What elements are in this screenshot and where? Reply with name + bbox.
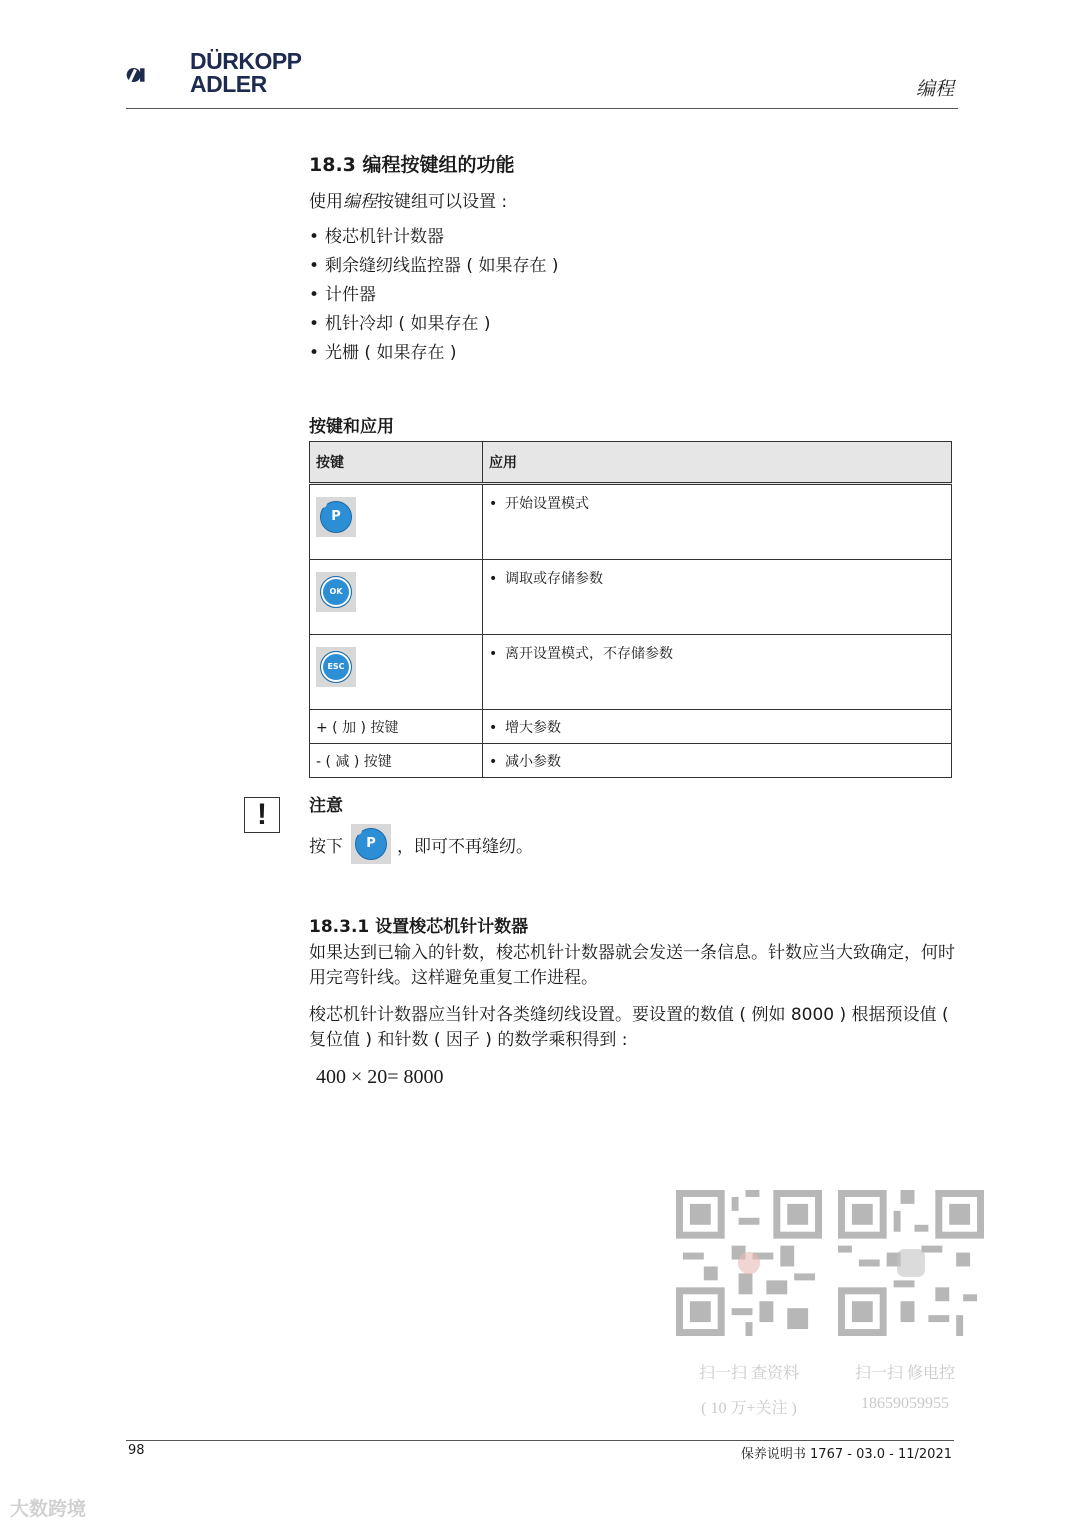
footer-divider [126, 1440, 954, 1441]
section-title: 18.3 编程按键组的功能 [309, 154, 515, 176]
brand-name [190, 50, 302, 96]
qr-code-image [676, 1190, 822, 1336]
qr-caption-right [820, 1360, 990, 1413]
qr-caption-line: ( 10 万+关注 ) [701, 1400, 797, 1417]
watermark-text: 大数跨境 [10, 1498, 87, 1520]
table-row [310, 560, 952, 635]
paragraph: 如果达到已输入的针数，梭芯机针计数器就会发送一条信息。针数应当大致确定，何时用完弯针线。这样避免重复工作进程。 [309, 943, 955, 988]
column-header-key: 按键 [310, 442, 483, 484]
table-row [310, 710, 952, 744]
brand-logo [126, 50, 190, 100]
list-item: • 梭芯机针计数器 [309, 224, 558, 253]
application-cell: • 增大参数 [483, 710, 952, 744]
note-title: 注意 [309, 796, 343, 816]
paragraph: 梭芯机针计数器应当针对各类缝纫线设置。要设置的数值 ( 例如 8000 ) 根据预设值 ( 复位值 ) 和针数 ( 因子 ) 的数学乘积得到 : [309, 1005, 949, 1050]
table-row [310, 484, 952, 560]
note-after: ，即可不再缝纫。 [397, 836, 533, 857]
esc-key-icon: ESC [316, 647, 356, 687]
qr-caption-line: 扫一扫 查资料 [698, 1365, 799, 1382]
header-section-title: 编程 [915, 78, 954, 100]
section-intro [309, 187, 507, 212]
table-row [310, 635, 952, 710]
list-item: • 光栅 ( 如果存在 ) [309, 340, 558, 369]
list-item: • 机针冷却 ( 如果存在 ) [309, 311, 558, 340]
ok-key-icon: OK [316, 572, 356, 612]
warning-icon: ! [244, 797, 280, 833]
key-cell: + ( 加 ) 按键 [310, 710, 483, 744]
qr-code-image [838, 1190, 984, 1336]
key-cell [310, 560, 483, 635]
subsection-title: 18.3.1 设置梭芯机针计数器 [309, 917, 529, 937]
list-item: • 剩余缝纫线监控器 ( 如果存在 ) [309, 253, 558, 282]
column-header-application: 应用 [483, 442, 952, 484]
p-key-icon: P [351, 824, 391, 864]
qr-caption-line: 18659059955 [861, 1395, 949, 1412]
settings-list [309, 224, 558, 369]
intro-emphasis: 编程 [343, 192, 377, 212]
qr-caption-line: 扫一扫 修电控 [854, 1365, 955, 1382]
application-cell: • 减小参数 [483, 744, 952, 778]
application-cell: • 调取或存储参数 [483, 560, 952, 635]
key-cell [310, 484, 483, 560]
note-text [309, 824, 533, 864]
application-cell: • 离开设置模式，不存储参数 [483, 635, 952, 710]
brand-name-line2: ADLER [190, 71, 267, 97]
brand-name-line1: DÜRKOPP [190, 48, 302, 74]
keys-table [309, 441, 952, 778]
formula: 400 × 20= 8000 [316, 1066, 444, 1088]
p-key-icon: P [316, 497, 356, 537]
header-divider [126, 108, 958, 109]
key-cell: - ( 减 ) 按键 [310, 744, 483, 778]
intro-after: 按键组可以设置 : [377, 192, 508, 212]
intro-before: 使用 [309, 192, 343, 212]
table-header-row [310, 442, 952, 484]
key-cell [310, 635, 483, 710]
qr-caption-left [664, 1360, 834, 1418]
table-row [310, 744, 952, 778]
table-title: 按键和应用 [309, 417, 394, 437]
note-before: 按下 [309, 836, 343, 857]
application-cell: • 开始设置模式 [483, 484, 952, 560]
page-number: 98 [128, 1443, 145, 1458]
footer-document-info: 保养说明书 1767 - 03.0 - 11/2021 [740, 1447, 952, 1462]
list-item: • 计件器 [309, 282, 558, 311]
